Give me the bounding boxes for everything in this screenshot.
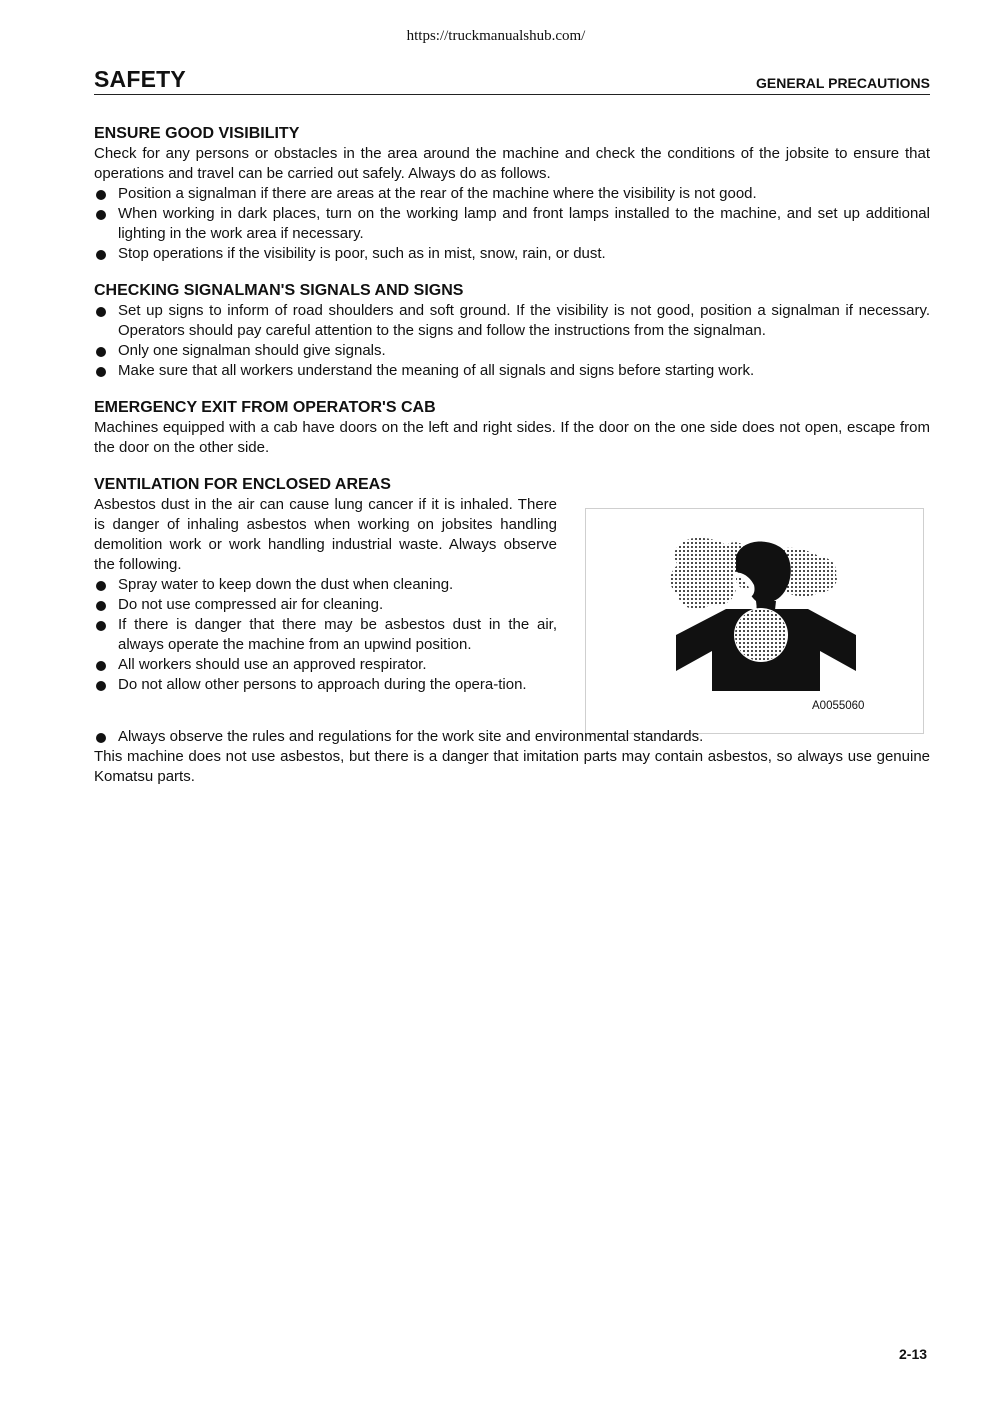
bullet-item: Only one signalman should give signals. bbox=[94, 341, 930, 361]
bullet-list bbox=[94, 575, 557, 695]
section-heading: VENTILATION FOR ENCLOSED AREAS bbox=[94, 476, 391, 493]
page-header bbox=[94, 66, 930, 95]
bullet-item: Do not use compressed air for cleaning. bbox=[94, 595, 557, 615]
section-heading: CHECKING SIGNALMAN'S SIGNALS AND SIGNS bbox=[94, 282, 464, 299]
section-intro: Asbestos dust in the air can cause lung cancer if it is inhaled. There is danger of inhaling asbestos when working on jobsites handling demolition work or work handling industrial waste. Always observe the following. bbox=[94, 496, 557, 573]
bullet-item: Set up signs to inform of road shoulders and soft ground. If the visibility is not good, position a signalman if necessary. Operators should pay careful attention to the signs and follow the instructions from the signalman. bbox=[94, 301, 930, 341]
section-visibility bbox=[94, 124, 930, 264]
bullet-item: Do not allow other persons to approach during the opera-tion. bbox=[94, 675, 557, 695]
section-title: GENERAL PRECAUTIONS bbox=[756, 75, 930, 91]
bullet-item: When working in dark places, turn on the working lamp and front lamps installed to the machine, and set up additional lighting in the work area if necessary. bbox=[94, 204, 930, 244]
section-ventilation bbox=[94, 475, 930, 787]
section-emergency-exit bbox=[94, 398, 930, 458]
page-content bbox=[94, 124, 930, 787]
closing-paragraph: This machine does not use asbestos, but there is a danger that imitation parts may contain asbestos, so always use genuine Komatsu parts. bbox=[94, 748, 930, 785]
ventilation-text bbox=[94, 495, 557, 695]
bullet-item: If there is danger that there may be asbestos dust in the air, always operate the machine from an upwind position. bbox=[94, 615, 557, 655]
bullet-item: Stop operations if the visibility is poor, such as in mist, snow, rain, or dust. bbox=[94, 244, 930, 264]
figure-code: A0055060 bbox=[812, 700, 865, 712]
bullet-item: Spray water to keep down the dust when cleaning. bbox=[94, 575, 557, 595]
bullet-item: All workers should use an approved respirator. bbox=[94, 655, 557, 675]
page-number: 2-13 bbox=[899, 1346, 928, 1362]
section-signals bbox=[94, 281, 930, 381]
bullet-item: Always observe the rules and regulations for the work site and environmental standards. bbox=[94, 727, 930, 747]
bullet-list bbox=[94, 727, 930, 747]
bullet-list bbox=[94, 184, 930, 264]
section-intro: Check for any persons or obstacles in the area around the machine and check the conditions of the jobsite to ensure that operations and travel can be carried out safely. Always do as follows. bbox=[94, 145, 930, 182]
page-title: SAFETY bbox=[94, 66, 186, 92]
source-url[interactable]: https://truckmanualshub.com/ bbox=[406, 28, 586, 44]
person-inhaling-dust-icon bbox=[586, 509, 925, 735]
section-heading: ENSURE GOOD VISIBILITY bbox=[94, 125, 300, 142]
bullet-item: Position a signalman if there are areas at the rear of the machine where the visibility is not good. bbox=[94, 184, 930, 204]
ventilation-row bbox=[94, 495, 930, 727]
bullet-item: Make sure that all workers understand the meaning of all signals and signs before starting work. bbox=[94, 361, 930, 381]
bullet-list bbox=[94, 301, 930, 381]
section-heading: EMERGENCY EXIT FROM OPERATOR'S CAB bbox=[94, 399, 436, 416]
section-body: Machines equipped with a cab have doors on the left and right sides. If the door on the one side does not open, escape from the door on the other side. bbox=[94, 419, 930, 456]
asbestos-warning-figure bbox=[585, 508, 924, 734]
